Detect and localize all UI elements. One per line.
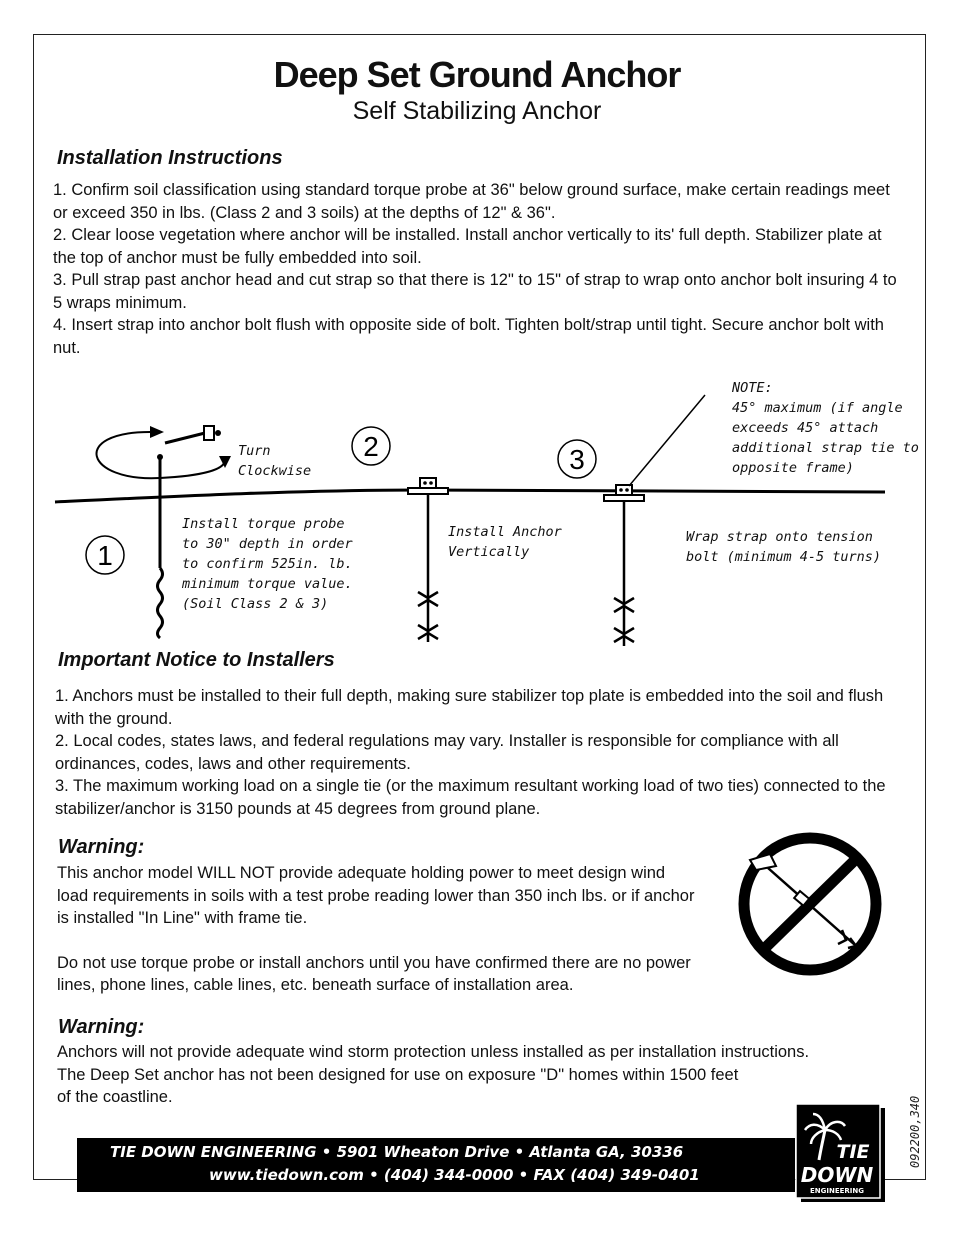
logo-word: ENGINEERING	[809, 1187, 865, 1195]
installation-heading: Installation Instructions	[57, 147, 283, 169]
anchor-install-illustration	[408, 478, 448, 642]
warning-line: of the coastline.	[57, 1088, 173, 1106]
notice-heading: Important Notice to Installers	[58, 649, 335, 671]
wrap-label: Wrap strap onto tension bolt (minimum 4-5 turns)	[686, 529, 882, 565]
footer-address: TIE DOWN ENGINEERING • 5901 Wheaton Drive • Atlanta GA, 30336	[110, 1143, 684, 1161]
tie-down-logo	[795, 1104, 888, 1204]
page-title: Deep Set Ground Anchor	[273, 54, 681, 95]
installation-step: 3. Pull strap past anchor head and cut strap so that there is 12" to 15" of strap to wrap onto anchor bolt insuring 4 to 5 wraps minimum.	[53, 271, 897, 312]
warning-line: The Deep Set anchor has not been designed for use on exposure "D" homes within 1500 feet	[57, 1065, 739, 1084]
installation-steps	[53, 179, 903, 359]
notice-item: 3. The maximum working load on a single tie (or the maximum resultant working load of two ties) connected to the stabilizer/anchor is 3150 pounds at 45 degrees from ground plane.	[55, 777, 886, 818]
installation-step: 4. Insert strap into anchor bolt flush with opposite side of bolt. Tighten bolt/strap until tight. Secure anchor bolt with nut.	[53, 316, 884, 357]
document-code-text: 092200,340	[908, 1095, 922, 1168]
footer-contact: www.tiedown.com • (404) 344-0000 • FAX (404) 349-0401	[209, 1166, 700, 1184]
anchor-wrap-illustration	[604, 395, 705, 646]
step-number-2	[352, 427, 390, 465]
notice-item: 1. Anchors must be installed to their full depth, making sure stabilizer top plate is embedded into the soil and flush with the ground.	[55, 687, 884, 728]
notice-item: 2. Local codes, states laws, and federal regulations may vary. Installer is responsible for compliance with all ordinances, codes, laws and other requirements.	[55, 732, 839, 773]
installation-step: 1. Confirm soil classification using standard torque probe at 36" below ground surface, make certain readings meet or exceed 350 in lbs. (Class 2 and 3 soils) at the depths of 12" & 36".	[53, 181, 890, 222]
footer-contact-bar	[77, 1138, 795, 1192]
page-subtitle: Self Stabilizing Anchor	[352, 97, 602, 125]
step-number-1	[86, 536, 124, 574]
warning-heading: Warning:	[58, 836, 145, 858]
warning-text	[57, 1041, 897, 1109]
warning-line: Anchors will not provide adequate wind storm protection unless installed as per installation instructions.	[57, 1043, 810, 1061]
warning-text	[57, 862, 697, 997]
warning-paragraph: Do not use torque probe or install anchors until you have confirmed there are no power lines, phone lines, cable lines, etc. beneath surface of installation area.	[57, 953, 691, 994]
logo-word: TIE	[836, 1141, 870, 1163]
warning-paragraph: This anchor model WILL NOT provide adequate holding power to meet design wind load requirements in soils with a test probe reading lower than 350 inch lbs. or if anchor is installed "In Line" with frame tie.	[57, 864, 695, 927]
logo-word: DOWN	[800, 1163, 874, 1187]
step-number-text: 3	[569, 444, 585, 475]
step-number-text: 2	[363, 431, 379, 462]
warning-heading: Warning:	[58, 1016, 145, 1038]
step-number-text: 1	[97, 540, 113, 571]
probe-label: Install torque probe to 30" depth in order to confirm 525in. lb. minimum torque value. (Soil Class 2 & 3)	[182, 516, 353, 612]
angle-note: NOTE: 45° maximum (if angle exceeds 45° attach additional strap tie to opposite frame)	[732, 380, 919, 476]
notice-items	[55, 685, 905, 820]
document-code	[905, 1080, 925, 1170]
installation-step: 2. Clear loose vegetation where anchor will be installed. Install anchor vertically to its' full depth. Stabilizer plate at the top of anchor must be fully embedded into soil.	[53, 226, 882, 267]
anchor-label: Install Anchor Vertically	[448, 524, 562, 560]
step-number-3	[558, 440, 596, 478]
prohibited-inline-anchor-icon	[730, 830, 890, 980]
ground-line	[55, 490, 885, 502]
turn-label: Turn Clockwise	[238, 443, 312, 479]
